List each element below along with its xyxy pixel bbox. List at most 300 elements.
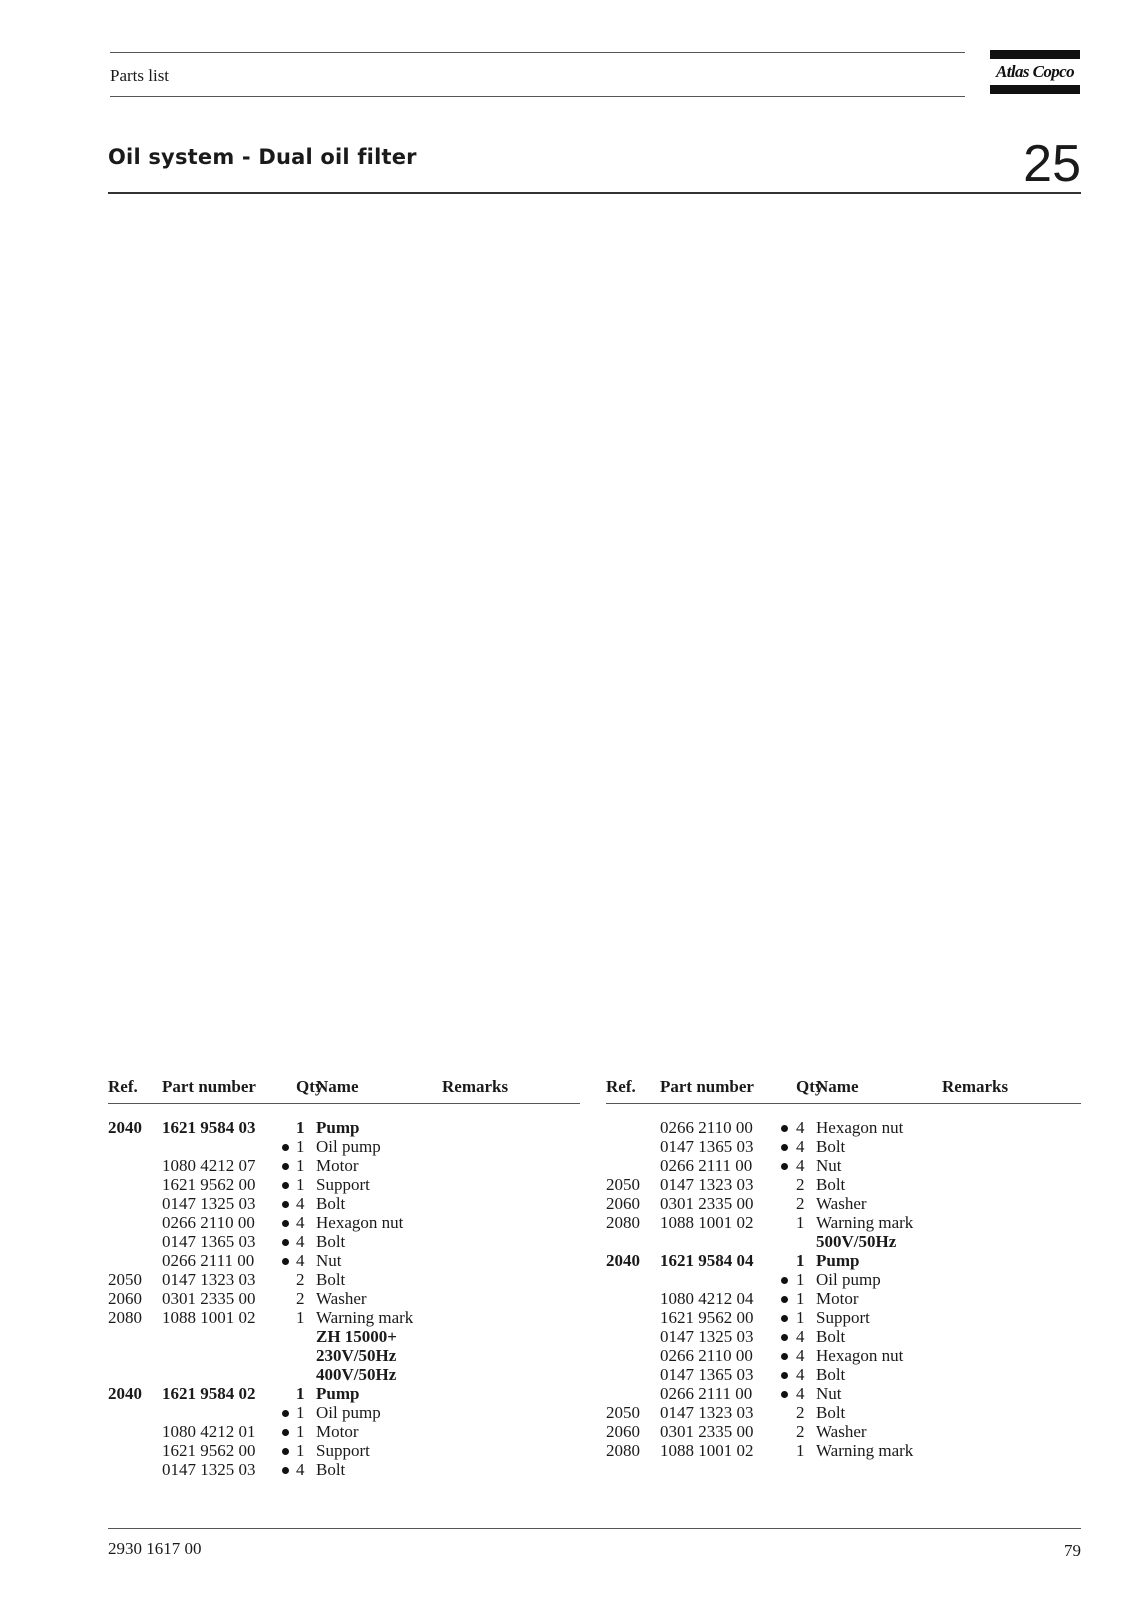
- cell-qty: 1: [296, 1422, 305, 1441]
- cell-name: Bolt: [316, 1460, 346, 1479]
- table-spacer-row: [108, 1104, 580, 1119]
- cell-remarks: [942, 1403, 1081, 1422]
- cell-part-number: 1621 9562 00: [162, 1175, 256, 1194]
- table-row: [606, 1270, 1081, 1289]
- cell-name: Hexagon nut: [316, 1213, 404, 1232]
- cell-qty: 1: [296, 1403, 305, 1422]
- cell-bullet: [274, 1270, 296, 1289]
- parts-table-right: [606, 1077, 1081, 1460]
- cell-bullet: [274, 1308, 296, 1327]
- cell-remarks: [442, 1460, 580, 1479]
- table-row: [606, 1156, 1081, 1175]
- cell-remarks: [942, 1346, 1081, 1365]
- table-row: [606, 1118, 1081, 1137]
- cell-remarks: [942, 1384, 1081, 1403]
- table-row: [606, 1137, 1081, 1156]
- cell-qty: 1: [296, 1441, 305, 1460]
- cell-bullet: [274, 1460, 296, 1479]
- cell-qty: 4: [796, 1327, 805, 1346]
- cell-part-number: [162, 1137, 274, 1156]
- cell-bullet: [274, 1175, 296, 1194]
- cell-part-number: 0147 1365 03: [660, 1137, 754, 1156]
- cell-qty: 4: [296, 1194, 305, 1213]
- footer-doc-number: 2930 1617 00: [108, 1539, 202, 1558]
- bullet-icon: [781, 1334, 788, 1341]
- cell-bullet: [772, 1346, 796, 1365]
- cell-remarks: [442, 1422, 580, 1441]
- bullet-icon: [781, 1163, 788, 1170]
- cell-remarks: [942, 1118, 1081, 1137]
- cell-qty: 1: [796, 1308, 805, 1327]
- cell-name: Washer: [316, 1289, 367, 1308]
- cell-part-number: 0301 2335 00: [660, 1422, 754, 1441]
- cell-remarks: [942, 1251, 1081, 1270]
- bullet-icon: [282, 1144, 289, 1151]
- cell-bullet: [772, 1156, 796, 1175]
- cell-bullet: [772, 1441, 796, 1460]
- cell-name: Pump: [816, 1251, 860, 1270]
- cell-part-number: [162, 1365, 274, 1384]
- cell-ref: [108, 1194, 162, 1213]
- bullet-icon: [282, 1429, 289, 1436]
- cell-remarks: [442, 1289, 580, 1308]
- cell-name: Bolt: [816, 1365, 846, 1384]
- header-top-rule: [110, 52, 965, 53]
- cell-name: Washer: [816, 1422, 867, 1441]
- cell-name: Oil pump: [816, 1270, 881, 1289]
- cell-bullet: [274, 1118, 296, 1137]
- cell-remarks: [942, 1289, 1081, 1308]
- header-bottom-rule: [110, 96, 965, 97]
- col-qty-header: Qty: [796, 1077, 816, 1104]
- cell-part-number: 0147 1323 03: [660, 1403, 754, 1422]
- cell-part-number: 1621 9562 00: [162, 1441, 256, 1460]
- cell-part-number: 0147 1323 03: [660, 1175, 754, 1194]
- cell-ref: 2080: [108, 1308, 142, 1327]
- col-bullet-header: [772, 1077, 796, 1104]
- logo-text: Atlas Copco: [996, 62, 1074, 81]
- cell-bullet: [772, 1403, 796, 1422]
- col-bullet-header: [274, 1077, 296, 1104]
- cell-qty: 1: [796, 1270, 805, 1289]
- table-row: [108, 1175, 580, 1194]
- table-row: [606, 1213, 1081, 1232]
- table-row: [108, 1289, 580, 1308]
- cell-name: Support: [316, 1175, 370, 1194]
- cell-ref: [606, 1270, 660, 1289]
- table-row: [606, 1441, 1081, 1460]
- cell-remarks: [942, 1441, 1081, 1460]
- cell-part-number: 0147 1365 03: [162, 1232, 256, 1251]
- bullet-icon: [282, 1182, 289, 1189]
- cell-qty: 1: [796, 1251, 805, 1270]
- cell-bullet: [274, 1327, 296, 1346]
- cell-remarks: [942, 1232, 1081, 1251]
- cell-bullet: [772, 1289, 796, 1308]
- cell-part-number: 1621 9584 02: [162, 1384, 256, 1403]
- cell-qty: 4: [796, 1156, 805, 1175]
- cell-remarks: [942, 1156, 1081, 1175]
- cell-qty: [296, 1327, 316, 1346]
- cell-name: Warning mark: [316, 1308, 414, 1327]
- cell-name: Bolt: [816, 1327, 846, 1346]
- bullet-icon: [781, 1372, 788, 1379]
- bullet-icon: [781, 1277, 788, 1284]
- atlas-copco-logo: [990, 50, 1080, 94]
- cell-bullet: [274, 1251, 296, 1270]
- bullet-icon: [781, 1296, 788, 1303]
- cell-part-number: 0147 1365 03: [660, 1365, 754, 1384]
- cell-part-number: 0266 2110 00: [660, 1346, 753, 1365]
- cell-qty: 4: [796, 1137, 805, 1156]
- cell-name: Pump: [316, 1118, 360, 1137]
- table-row: [606, 1308, 1081, 1327]
- cell-remarks: [442, 1441, 580, 1460]
- section-title: Oil system - Dual oil filter: [108, 145, 417, 169]
- cell-ref: [108, 1365, 162, 1384]
- cell-ref: [108, 1232, 162, 1251]
- cell-bullet: [772, 1270, 796, 1289]
- cell-name: 400V/50Hz: [316, 1365, 397, 1384]
- cell-name: Motor: [816, 1289, 859, 1308]
- cell-qty: 4: [796, 1365, 805, 1384]
- cell-part-number: 0266 2111 00: [660, 1156, 753, 1175]
- cell-remarks: [442, 1232, 580, 1251]
- col-part-header: Part number: [162, 1077, 274, 1104]
- table-row: [108, 1441, 580, 1460]
- cell-remarks: [942, 1175, 1081, 1194]
- table-spacer-row: [606, 1104, 1081, 1119]
- cell-qty: [796, 1232, 816, 1251]
- bullet-icon: [282, 1220, 289, 1227]
- cell-bullet: [274, 1213, 296, 1232]
- cell-bullet: [772, 1365, 796, 1384]
- cell-ref: [108, 1403, 162, 1422]
- table-row: [606, 1327, 1081, 1346]
- bullet-icon: [781, 1353, 788, 1360]
- cell-qty: 2: [796, 1403, 805, 1422]
- cell-part-number: 0147 1325 03: [162, 1194, 256, 1213]
- cell-remarks: [442, 1384, 580, 1403]
- bullet-icon: [282, 1448, 289, 1455]
- table-row: [108, 1308, 580, 1327]
- cell-remarks: [442, 1137, 580, 1156]
- cell-ref: 2060: [606, 1422, 640, 1441]
- col-name-header: Name: [316, 1077, 442, 1104]
- cell-qty: [296, 1346, 316, 1365]
- col-ref-header: Ref.: [108, 1077, 162, 1104]
- cell-part-number: 1088 1001 02: [660, 1213, 754, 1232]
- cell-qty: 1: [796, 1213, 805, 1232]
- cell-qty: 1: [296, 1137, 305, 1156]
- cell-qty: 2: [796, 1194, 805, 1213]
- table-row: [606, 1422, 1081, 1441]
- cell-name: Bolt: [316, 1270, 346, 1289]
- cell-name: Warning mark: [816, 1213, 914, 1232]
- cell-ref: 2040: [606, 1251, 640, 1270]
- col-remarks-header: Remarks: [942, 1077, 1081, 1104]
- table-row: [606, 1251, 1081, 1270]
- cell-part-number: 1080 4212 01: [162, 1422, 256, 1441]
- cell-remarks: [942, 1308, 1081, 1327]
- cell-name: Support: [316, 1441, 370, 1460]
- table-row: [108, 1137, 580, 1156]
- cell-ref: 2080: [606, 1441, 640, 1460]
- footer-page-number: 79: [1064, 1541, 1081, 1560]
- table-row: [108, 1422, 580, 1441]
- cell-part-number: 0266 2111 00: [162, 1251, 255, 1270]
- cell-name: Bolt: [316, 1232, 346, 1251]
- cell-ref: [108, 1327, 162, 1346]
- cell-name: Bolt: [816, 1137, 846, 1156]
- cell-ref: [606, 1232, 660, 1251]
- col-ref-header: Ref.: [606, 1077, 660, 1104]
- cell-qty: 1: [296, 1118, 305, 1137]
- parts-table-left: [108, 1077, 580, 1479]
- cell-part-number: [162, 1403, 274, 1422]
- cell-bullet: [772, 1213, 796, 1232]
- cell-part-number: 1080 4212 07: [162, 1156, 256, 1175]
- cell-qty: 4: [796, 1346, 805, 1365]
- cell-bullet: [274, 1194, 296, 1213]
- table-row: [108, 1327, 580, 1346]
- cell-bullet: [772, 1194, 796, 1213]
- cell-ref: [606, 1156, 660, 1175]
- cell-bullet: [772, 1327, 796, 1346]
- cell-part-number: 0147 1323 03: [162, 1270, 256, 1289]
- cell-part-number: 0266 2110 00: [660, 1118, 753, 1137]
- cell-remarks: [442, 1327, 580, 1346]
- bullet-icon: [282, 1258, 289, 1265]
- cell-ref: 2050: [606, 1175, 640, 1194]
- cell-bullet: [772, 1232, 796, 1251]
- cell-name: Nut: [816, 1384, 842, 1403]
- cell-bullet: [772, 1422, 796, 1441]
- cell-remarks: [442, 1118, 580, 1137]
- cell-ref: [606, 1308, 660, 1327]
- cell-ref: [108, 1251, 162, 1270]
- cell-name: Bolt: [816, 1403, 846, 1422]
- cell-remarks: [442, 1251, 580, 1270]
- cell-bullet: [274, 1137, 296, 1156]
- cell-part-number: [162, 1346, 274, 1365]
- cell-part-number: 1621 9584 03: [162, 1118, 256, 1137]
- cell-ref: 2060: [606, 1194, 640, 1213]
- cell-part-number: [660, 1270, 772, 1289]
- cell-part-number: 1088 1001 02: [660, 1441, 754, 1460]
- logo-top-bar: [990, 50, 1080, 59]
- table-row: [108, 1194, 580, 1213]
- cell-name: Washer: [816, 1194, 867, 1213]
- cell-ref: 2050: [108, 1270, 142, 1289]
- cell-name: Support: [816, 1308, 870, 1327]
- table-row: [606, 1403, 1081, 1422]
- cell-ref: [606, 1118, 660, 1137]
- cell-ref: 2050: [606, 1403, 640, 1422]
- cell-remarks: [442, 1365, 580, 1384]
- cell-remarks: [942, 1137, 1081, 1156]
- cell-ref: 2060: [108, 1289, 142, 1308]
- col-name-header: Name: [816, 1077, 942, 1104]
- table-row: [606, 1365, 1081, 1384]
- table-row: [606, 1289, 1081, 1308]
- cell-qty: 4: [296, 1251, 305, 1270]
- cell-qty: 2: [296, 1270, 305, 1289]
- table-row: [108, 1384, 580, 1403]
- cell-name: Nut: [816, 1156, 842, 1175]
- table-row: [108, 1213, 580, 1232]
- table-header-row: [606, 1077, 1081, 1104]
- cell-ref: [108, 1346, 162, 1365]
- table-row: [108, 1251, 580, 1270]
- cell-qty: 1: [296, 1308, 305, 1327]
- cell-bullet: [274, 1232, 296, 1251]
- col-qty-header: Qty: [296, 1077, 316, 1104]
- bullet-icon: [781, 1144, 788, 1151]
- cell-ref: 2040: [108, 1118, 142, 1137]
- cell-name: Motor: [316, 1156, 359, 1175]
- table-row: [606, 1175, 1081, 1194]
- cell-name: ZH 15000+: [316, 1327, 397, 1346]
- cell-ref: [108, 1156, 162, 1175]
- cell-ref: [606, 1365, 660, 1384]
- cell-part-number: [162, 1327, 274, 1346]
- cell-name: Hexagon nut: [816, 1118, 904, 1137]
- cell-part-number: [660, 1232, 772, 1251]
- cell-qty: 2: [796, 1422, 805, 1441]
- cell-name: 500V/50Hz: [816, 1232, 897, 1251]
- cell-bullet: [274, 1289, 296, 1308]
- cell-remarks: [442, 1213, 580, 1232]
- cell-qty: 2: [796, 1175, 805, 1194]
- cell-qty: 1: [796, 1441, 805, 1460]
- table-row: [108, 1270, 580, 1289]
- cell-qty: 4: [296, 1232, 305, 1251]
- cell-remarks: [942, 1422, 1081, 1441]
- cell-ref: [108, 1213, 162, 1232]
- cell-bullet: [274, 1422, 296, 1441]
- cell-bullet: [274, 1346, 296, 1365]
- cell-bullet: [274, 1384, 296, 1403]
- cell-ref: [606, 1384, 660, 1403]
- cell-part-number: 0266 2110 00: [162, 1213, 255, 1232]
- cell-remarks: [942, 1213, 1081, 1232]
- cell-bullet: [274, 1156, 296, 1175]
- cell-ref: [108, 1441, 162, 1460]
- cell-bullet: [274, 1441, 296, 1460]
- cell-remarks: [942, 1194, 1081, 1213]
- cell-remarks: [442, 1175, 580, 1194]
- cell-qty: 4: [796, 1118, 805, 1137]
- cell-name: Bolt: [316, 1194, 346, 1213]
- cell-name: Nut: [316, 1251, 342, 1270]
- cell-part-number: 0301 2335 00: [162, 1289, 256, 1308]
- cell-bullet: [772, 1251, 796, 1270]
- table-row: [108, 1403, 580, 1422]
- cell-remarks: [942, 1327, 1081, 1346]
- cell-bullet: [772, 1118, 796, 1137]
- cell-name: Hexagon nut: [816, 1346, 904, 1365]
- cell-name: Oil pump: [316, 1137, 381, 1156]
- cell-remarks: [442, 1403, 580, 1422]
- cell-part-number: 0301 2335 00: [660, 1194, 754, 1213]
- title-rule: [108, 192, 1081, 194]
- cell-ref: [606, 1346, 660, 1365]
- cell-bullet: [772, 1308, 796, 1327]
- table-header-row: [108, 1077, 580, 1104]
- table-row: [108, 1346, 580, 1365]
- cell-ref: [108, 1175, 162, 1194]
- table-row: [606, 1384, 1081, 1403]
- cell-qty: 1: [296, 1175, 305, 1194]
- cell-name: Warning mark: [816, 1441, 914, 1460]
- cell-ref: [606, 1137, 660, 1156]
- cell-name: Motor: [316, 1422, 359, 1441]
- cell-bullet: [772, 1137, 796, 1156]
- cell-name: Oil pump: [316, 1403, 381, 1422]
- cell-ref: 2040: [108, 1384, 142, 1403]
- cell-bullet: [772, 1384, 796, 1403]
- cell-name: Pump: [316, 1384, 360, 1403]
- footer-rule: [108, 1528, 1081, 1529]
- cell-name: 230V/50Hz: [316, 1346, 397, 1365]
- bullet-icon: [282, 1467, 289, 1474]
- cell-remarks: [442, 1194, 580, 1213]
- cell-ref: [606, 1327, 660, 1346]
- cell-remarks: [442, 1156, 580, 1175]
- table-row: [108, 1156, 580, 1175]
- bullet-icon: [282, 1410, 289, 1417]
- table-row: [606, 1232, 1081, 1251]
- cell-ref: [108, 1422, 162, 1441]
- col-remarks-header: Remarks: [442, 1077, 580, 1104]
- cell-part-number: 1088 1001 02: [162, 1308, 256, 1327]
- cell-qty: 1: [296, 1384, 305, 1403]
- cell-qty: 4: [296, 1460, 305, 1479]
- bullet-icon: [781, 1315, 788, 1322]
- table-row: [606, 1346, 1081, 1365]
- table-row: [108, 1118, 580, 1137]
- table-row: [108, 1232, 580, 1251]
- section-number: 25: [1023, 135, 1081, 193]
- bullet-icon: [781, 1125, 788, 1132]
- cell-qty: 4: [296, 1213, 305, 1232]
- cell-qty: 1: [296, 1156, 305, 1175]
- cell-part-number: 1080 4212 04: [660, 1289, 754, 1308]
- cell-ref: [606, 1289, 660, 1308]
- cell-ref: [108, 1137, 162, 1156]
- cell-qty: 4: [796, 1384, 805, 1403]
- bullet-icon: [282, 1239, 289, 1246]
- table-row: [606, 1194, 1081, 1213]
- cell-qty: [296, 1365, 316, 1384]
- cell-remarks: [442, 1346, 580, 1365]
- bullet-icon: [781, 1391, 788, 1398]
- cell-ref: 2080: [606, 1213, 640, 1232]
- cell-part-number: 0147 1325 03: [660, 1327, 754, 1346]
- cell-part-number: 0147 1325 03: [162, 1460, 256, 1479]
- cell-part-number: 1621 9562 00: [660, 1308, 754, 1327]
- cell-remarks: [942, 1365, 1081, 1384]
- cell-ref: [108, 1460, 162, 1479]
- logo-bottom-bar: [990, 85, 1080, 94]
- bullet-icon: [282, 1201, 289, 1208]
- cell-bullet: [772, 1175, 796, 1194]
- table-row: [108, 1460, 580, 1479]
- cell-remarks: [442, 1270, 580, 1289]
- cell-bullet: [274, 1365, 296, 1384]
- cell-name: Bolt: [816, 1175, 846, 1194]
